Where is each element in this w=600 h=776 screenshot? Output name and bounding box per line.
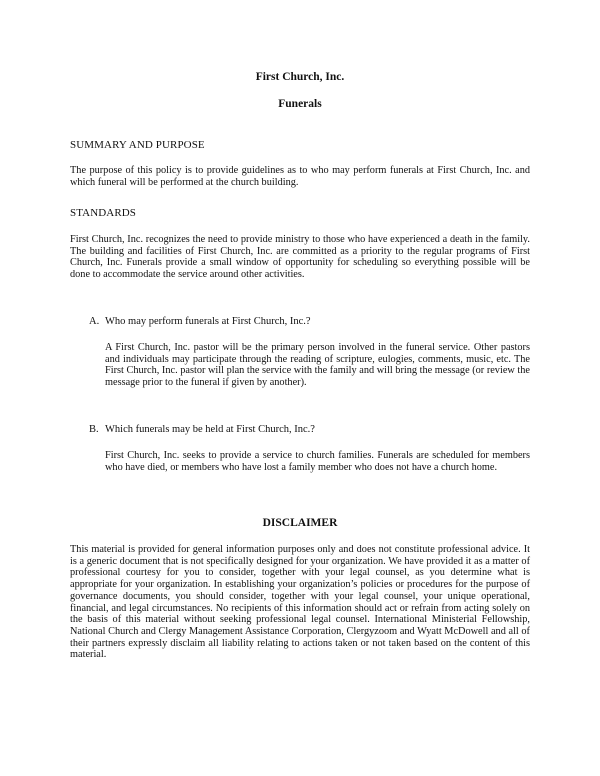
standards-paragraph: First Church, Inc. recognizes the need to provide ministry to those who have experienced a death in the family. The building and facilities of First Church, Inc. are committed as a priority to the regular programs of First Church, Inc. Funerals provide a small window of opportunity for scheduling so everything possible will be done to accommodate the service around other activities. <box>70 234 530 281</box>
list-answer-b: First Church, Inc. seeks to provide a service to church families. Funerals are scheduled for members who have died, or members who have lost a family member who does not have a church home. <box>105 450 530 473</box>
disclaimer-paragraph: This material is provided for general information purposes only and does not constitute professional advice. It is a generic document that is not specifically designed for your organization. We have provided it as a matter of professional courtesy for you to consider, together with your legal counsel, as you determine what is appropriate for your organization. In establishing your organization’s policies or procedures for the purpose of governance documents, you should consider, together with your legal counsel, your unique operational, financial, and legal circumstances. No recipients of this information should act or refrain from acting solely on the basis of this material without seeking professional legal counsel. International Ministerial Fellowship, National Church and Clergy Management Assistance Corporation, Clergyzoom and Wyatt McDowell and all of their partners expressly disclaim all liability relating to actions taken or not taken based on the content of this material. <box>70 544 530 661</box>
list-item-a <box>89 316 529 327</box>
standards-heading: STANDARDS <box>70 207 137 219</box>
list-question-b: Which funerals may be held at First Church, Inc.? <box>105 424 315 435</box>
document-org-title: First Church, Inc. <box>255 71 345 83</box>
list-answer-a: A First Church, Inc. pastor will be the primary person involved in the funeral service. Other pastors and individuals may participate through the reading of scripture, eulogies, comments, music, etc. The First Church, Inc. pastor will plan the service with the family and will bring the message (or review the message prior to the funeral if given by another). <box>105 342 530 389</box>
list-marker-b: B. <box>89 424 99 435</box>
list-item-b <box>89 424 529 435</box>
summary-heading: SUMMARY AND PURPOSE <box>70 139 205 151</box>
document-topic-title: Funerals <box>278 98 322 110</box>
disclaimer-heading: DISCLAIMER <box>262 517 338 529</box>
summary-paragraph: The purpose of this policy is to provide guidelines as to who may perform funerals at First Church, Inc. and which funeral will be performed at the church building. <box>70 165 530 188</box>
list-marker-a: A. <box>89 316 100 327</box>
list-question-a: Who may perform funerals at First Church, Inc.? <box>105 316 311 327</box>
